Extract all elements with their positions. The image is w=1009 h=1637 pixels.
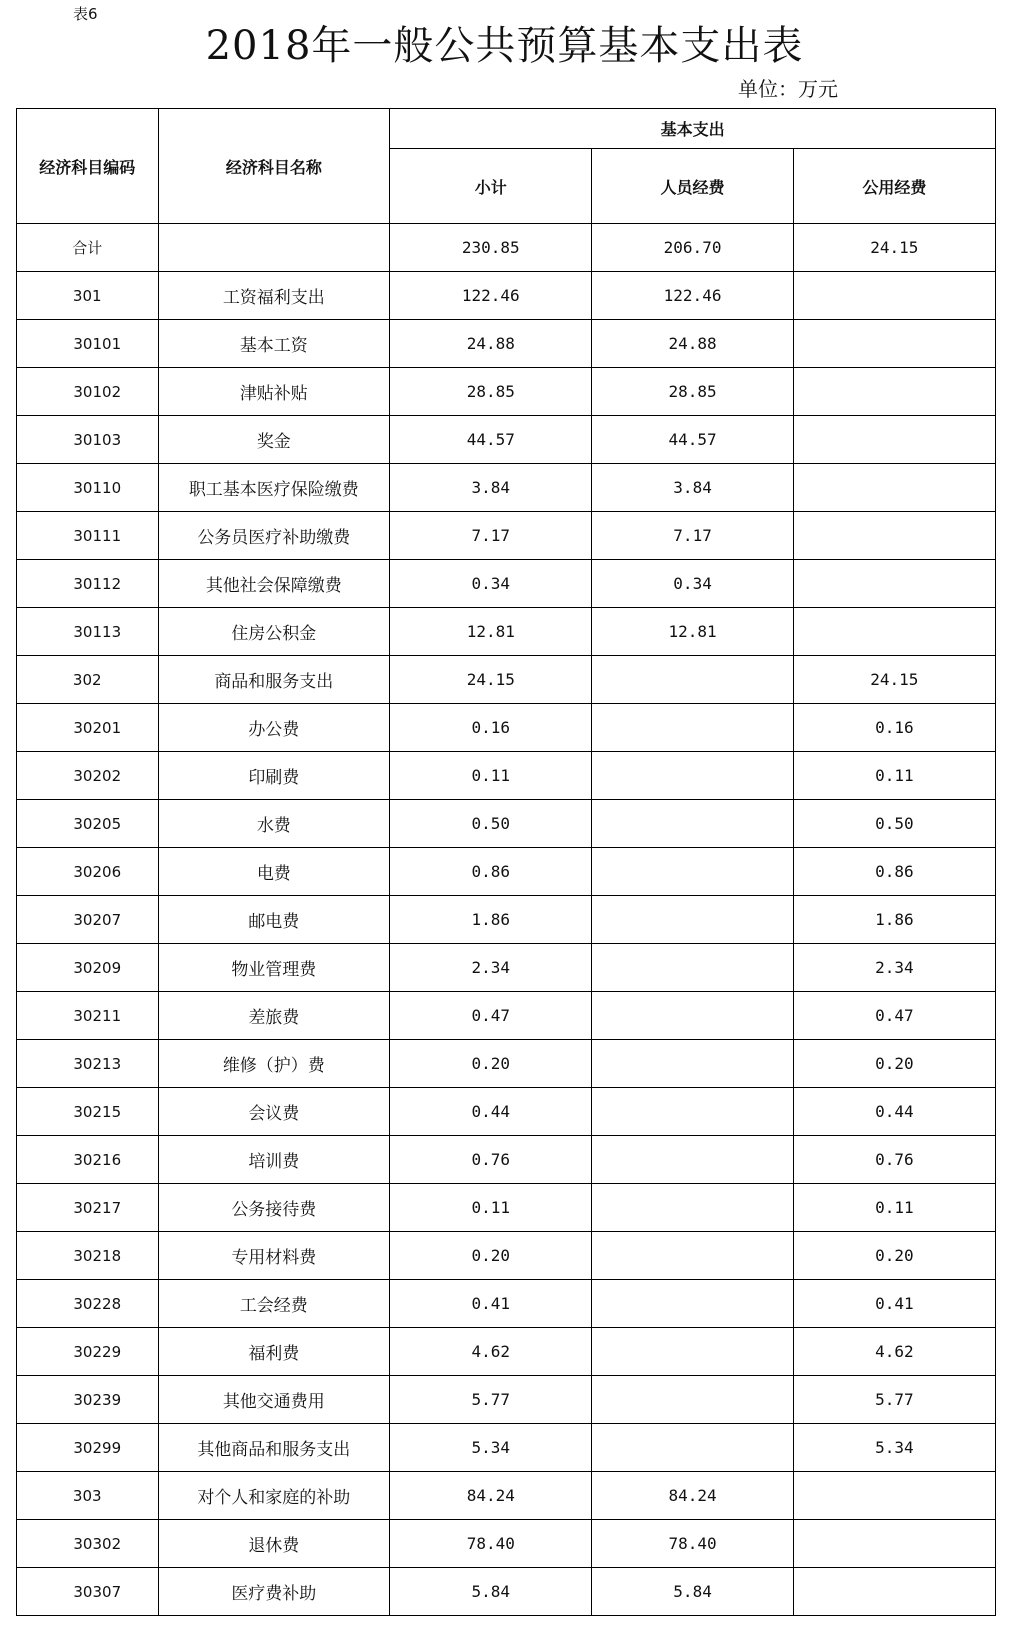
personnel-cell: 84.24	[592, 1472, 793, 1520]
table-row	[17, 1136, 996, 1184]
header-code: 经济科目编码	[17, 109, 159, 224]
name-cell: 电费	[158, 848, 390, 896]
code-cell: 30215	[17, 1088, 159, 1136]
personnel-cell	[592, 848, 793, 896]
name-cell: 培训费	[158, 1136, 390, 1184]
public-cell	[793, 608, 995, 656]
code-cell: 30101	[17, 320, 159, 368]
code-cell: 30111	[17, 512, 159, 560]
table-row	[17, 1232, 996, 1280]
table-row	[17, 1328, 996, 1376]
name-cell: 办公费	[158, 704, 390, 752]
personnel-cell	[592, 704, 793, 752]
subtotal-cell: 24.15	[390, 656, 592, 704]
table-row	[17, 560, 996, 608]
name-cell: 对个人和家庭的补助	[158, 1472, 390, 1520]
name-cell: 差旅费	[158, 992, 390, 1040]
code-cell: 302	[17, 656, 159, 704]
personnel-cell: 0.34	[592, 560, 793, 608]
public-cell	[793, 560, 995, 608]
code-cell: 30201	[17, 704, 159, 752]
name-cell: 工会经费	[158, 1280, 390, 1328]
personnel-cell: 78.40	[592, 1520, 793, 1568]
public-cell: 0.86	[793, 848, 995, 896]
personnel-cell	[592, 944, 793, 992]
personnel-cell	[592, 752, 793, 800]
name-cell	[158, 224, 390, 272]
table-row	[17, 1040, 996, 1088]
name-cell: 其他社会保障缴费	[158, 560, 390, 608]
subtotal-cell: 12.81	[390, 608, 592, 656]
name-cell: 专用材料费	[158, 1232, 390, 1280]
personnel-cell: 5.84	[592, 1568, 793, 1616]
name-cell: 其他商品和服务支出	[158, 1424, 390, 1472]
code-cell: 30113	[17, 608, 159, 656]
budget-table	[16, 108, 996, 1616]
public-cell: 1.86	[793, 896, 995, 944]
subtotal-cell: 0.41	[390, 1280, 592, 1328]
code-cell: 30205	[17, 800, 159, 848]
table-row	[17, 1472, 996, 1520]
table-row	[17, 1568, 996, 1616]
table-body	[17, 224, 996, 1616]
code-cell: 30218	[17, 1232, 159, 1280]
public-cell: 2.34	[793, 944, 995, 992]
code-cell: 30307	[17, 1568, 159, 1616]
code-cell: 30207	[17, 896, 159, 944]
table-row	[17, 1520, 996, 1568]
personnel-cell: 28.85	[592, 368, 793, 416]
subtotal-cell: 0.44	[390, 1088, 592, 1136]
table-row	[17, 800, 996, 848]
table-row	[17, 1184, 996, 1232]
header-subtotal: 小计	[390, 149, 592, 224]
personnel-cell	[592, 1040, 793, 1088]
personnel-cell: 7.17	[592, 512, 793, 560]
code-cell: 30302	[17, 1520, 159, 1568]
public-cell: 0.47	[793, 992, 995, 1040]
subtotal-cell: 2.34	[390, 944, 592, 992]
personnel-cell: 3.84	[592, 464, 793, 512]
code-cell: 303	[17, 1472, 159, 1520]
public-cell: 5.77	[793, 1376, 995, 1424]
subtotal-cell: 5.77	[390, 1376, 592, 1424]
subtotal-cell: 24.88	[390, 320, 592, 368]
public-cell: 0.44	[793, 1088, 995, 1136]
public-cell: 0.11	[793, 1184, 995, 1232]
table-row	[17, 608, 996, 656]
subtotal-cell: 230.85	[390, 224, 592, 272]
personnel-cell	[592, 896, 793, 944]
name-cell: 职工基本医疗保险缴费	[158, 464, 390, 512]
subtotal-cell: 84.24	[390, 1472, 592, 1520]
personnel-cell	[592, 1424, 793, 1472]
header-basic-expenditure: 基本支出	[390, 109, 996, 149]
table-row	[17, 1424, 996, 1472]
name-cell: 工资福利支出	[158, 272, 390, 320]
name-cell: 物业管理费	[158, 944, 390, 992]
public-cell	[793, 464, 995, 512]
code-cell: 301	[17, 272, 159, 320]
subtotal-cell: 3.84	[390, 464, 592, 512]
personnel-cell: 24.88	[592, 320, 793, 368]
table-row	[17, 512, 996, 560]
public-cell: 5.34	[793, 1424, 995, 1472]
name-cell: 公务接待费	[158, 1184, 390, 1232]
page-title: 2018年一般公共预算基本支出表	[205, 23, 804, 69]
header-public: 公用经费	[793, 149, 995, 224]
name-cell: 基本工资	[158, 320, 390, 368]
table-row	[17, 368, 996, 416]
header-personnel: 人员经费	[592, 149, 793, 224]
code-cell: 30102	[17, 368, 159, 416]
table-row	[17, 704, 996, 752]
personnel-cell: 12.81	[592, 608, 793, 656]
public-cell	[793, 320, 995, 368]
code-cell: 30239	[17, 1376, 159, 1424]
name-cell: 商品和服务支出	[158, 656, 390, 704]
code-cell: 30228	[17, 1280, 159, 1328]
personnel-cell	[592, 1328, 793, 1376]
personnel-cell: 122.46	[592, 272, 793, 320]
personnel-cell	[592, 1088, 793, 1136]
table-row	[17, 464, 996, 512]
code-cell: 30299	[17, 1424, 159, 1472]
table-row	[17, 272, 996, 320]
public-cell	[793, 1568, 995, 1616]
subtotal-cell: 28.85	[390, 368, 592, 416]
name-cell: 公务员医疗补助缴费	[158, 512, 390, 560]
subtotal-cell: 0.86	[390, 848, 592, 896]
subtotal-cell: 1.86	[390, 896, 592, 944]
personnel-cell	[592, 800, 793, 848]
public-cell: 0.20	[793, 1232, 995, 1280]
subtotal-cell: 0.50	[390, 800, 592, 848]
public-cell: 24.15	[793, 656, 995, 704]
code-cell: 30209	[17, 944, 159, 992]
subtotal-cell: 4.62	[390, 1328, 592, 1376]
unit-label: 单位：万元	[738, 77, 838, 101]
table-row	[17, 1088, 996, 1136]
name-cell: 福利费	[158, 1328, 390, 1376]
public-cell: 24.15	[793, 224, 995, 272]
header-name: 经济科目名称	[158, 109, 390, 224]
subtotal-cell: 122.46	[390, 272, 592, 320]
personnel-cell	[592, 1280, 793, 1328]
table-row	[17, 656, 996, 704]
name-cell: 其他交通费用	[158, 1376, 390, 1424]
name-cell: 维修（护）费	[158, 1040, 390, 1088]
public-cell: 0.11	[793, 752, 995, 800]
table-row	[17, 752, 996, 800]
code-cell: 30216	[17, 1136, 159, 1184]
table-number: 表6	[73, 5, 98, 23]
code-cell: 30213	[17, 1040, 159, 1088]
table-row	[17, 416, 996, 464]
name-cell: 印刷费	[158, 752, 390, 800]
public-cell: 0.20	[793, 1040, 995, 1088]
subtotal-cell: 44.57	[390, 416, 592, 464]
name-cell: 水费	[158, 800, 390, 848]
public-cell	[793, 512, 995, 560]
subtotal-cell: 5.34	[390, 1424, 592, 1472]
table-row	[17, 944, 996, 992]
subtotal-cell: 0.16	[390, 704, 592, 752]
table-row	[17, 1280, 996, 1328]
subtotal-cell: 0.11	[390, 1184, 592, 1232]
subtotal-cell: 0.34	[390, 560, 592, 608]
subtotal-cell: 0.76	[390, 1136, 592, 1184]
subtotal-cell: 0.11	[390, 752, 592, 800]
code-cell: 30217	[17, 1184, 159, 1232]
table-row	[17, 896, 996, 944]
subtotal-cell: 0.47	[390, 992, 592, 1040]
subtotal-cell: 0.20	[390, 1232, 592, 1280]
code-cell: 合计	[17, 224, 159, 272]
code-cell: 30202	[17, 752, 159, 800]
subtotal-cell: 78.40	[390, 1520, 592, 1568]
personnel-cell	[592, 1184, 793, 1232]
personnel-cell: 206.70	[592, 224, 793, 272]
personnel-cell: 44.57	[592, 416, 793, 464]
table-row	[17, 1376, 996, 1424]
name-cell: 会议费	[158, 1088, 390, 1136]
public-cell: 0.16	[793, 704, 995, 752]
table-row	[17, 848, 996, 896]
table-row	[17, 320, 996, 368]
code-cell: 30110	[17, 464, 159, 512]
personnel-cell	[592, 992, 793, 1040]
name-cell: 津贴补贴	[158, 368, 390, 416]
public-cell: 4.62	[793, 1328, 995, 1376]
public-cell: 0.76	[793, 1136, 995, 1184]
public-cell	[793, 368, 995, 416]
public-cell: 0.41	[793, 1280, 995, 1328]
personnel-cell	[592, 1376, 793, 1424]
name-cell: 医疗费补助	[158, 1568, 390, 1616]
personnel-cell	[592, 656, 793, 704]
code-cell: 30206	[17, 848, 159, 896]
code-cell: 30229	[17, 1328, 159, 1376]
code-cell: 30112	[17, 560, 159, 608]
public-cell	[793, 272, 995, 320]
name-cell: 邮电费	[158, 896, 390, 944]
subtotal-cell: 7.17	[390, 512, 592, 560]
public-cell: 0.50	[793, 800, 995, 848]
name-cell: 住房公积金	[158, 608, 390, 656]
public-cell	[793, 416, 995, 464]
table-row	[17, 992, 996, 1040]
subtotal-cell: 5.84	[390, 1568, 592, 1616]
code-cell: 30103	[17, 416, 159, 464]
public-cell	[793, 1520, 995, 1568]
name-cell: 退休费	[158, 1520, 390, 1568]
name-cell: 奖金	[158, 416, 390, 464]
personnel-cell	[592, 1136, 793, 1184]
subtotal-cell: 0.20	[390, 1040, 592, 1088]
table-row	[17, 224, 996, 272]
code-cell: 30211	[17, 992, 159, 1040]
public-cell	[793, 1472, 995, 1520]
personnel-cell	[592, 1232, 793, 1280]
